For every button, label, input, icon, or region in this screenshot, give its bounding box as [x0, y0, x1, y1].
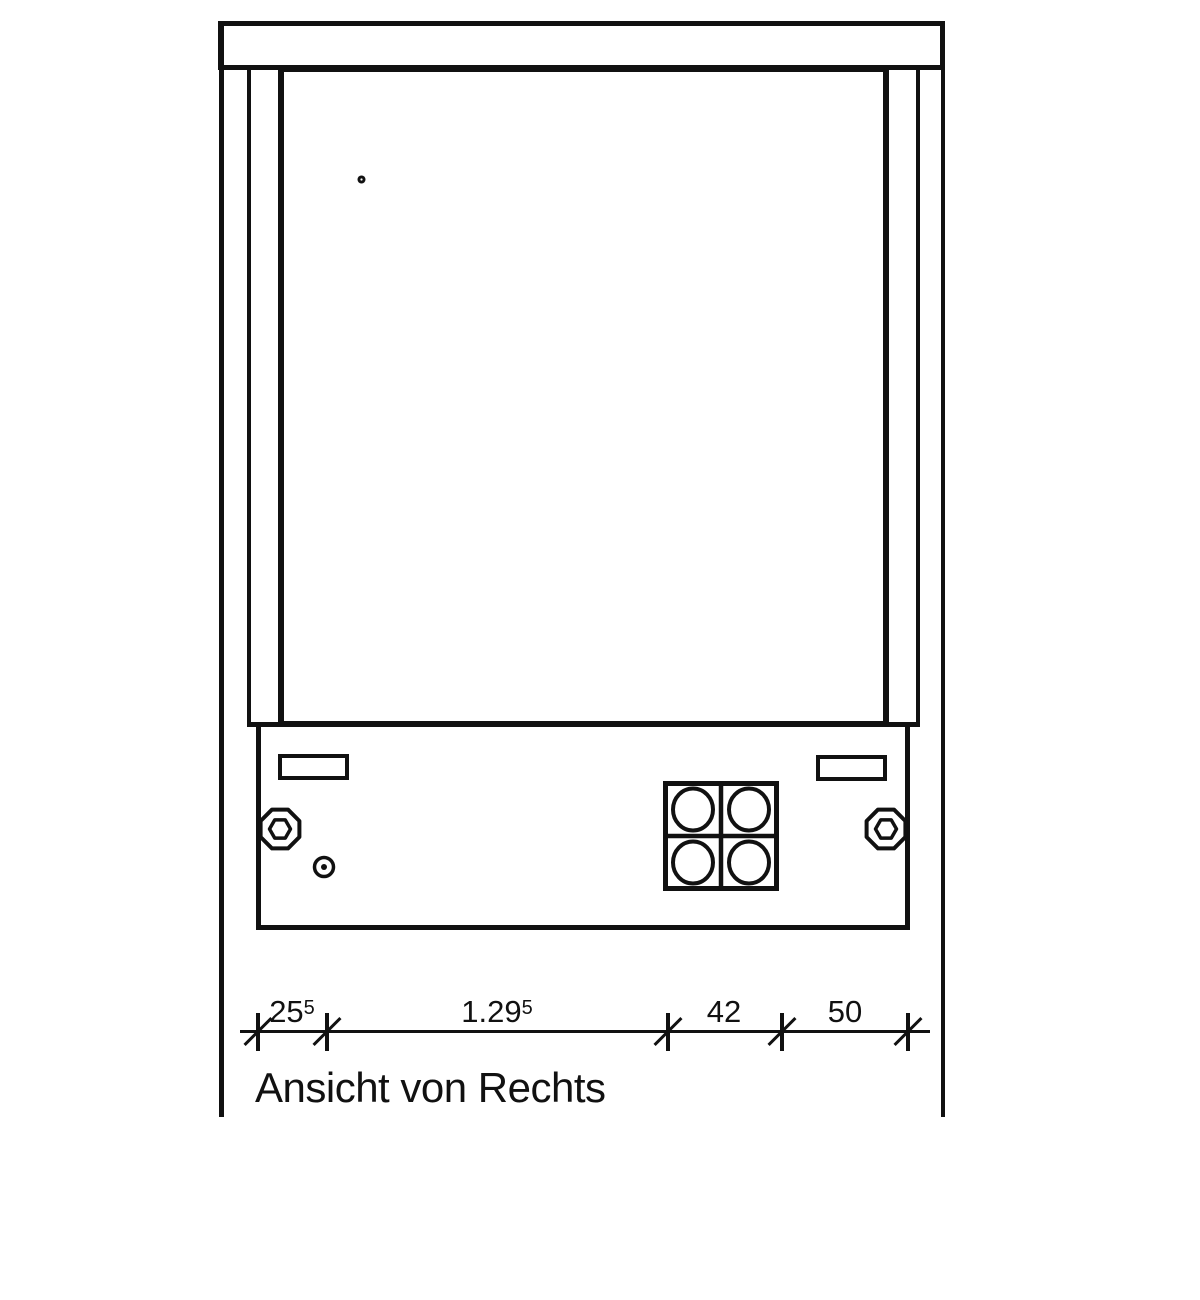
worktop-bar: [218, 21, 945, 70]
hex-bolt-left: [256, 805, 304, 853]
view-title: Ansicht von Rechts: [255, 1064, 606, 1111]
dimension-label-42: 42: [706, 994, 742, 1029]
hex-bolt-right: [862, 805, 910, 853]
dimension-label-25-5: $25^5$: [269, 994, 315, 1029]
lower-service-panel: [256, 722, 910, 930]
right-rail-line: [916, 68, 920, 727]
indicator-circle: [311, 854, 337, 880]
vent-slot-left: [278, 754, 349, 780]
dimension-label-129-5: 1.29$^5$: [461, 994, 533, 1029]
dimension-label-50: 50: [827, 994, 863, 1029]
sheet-border-right-line: [941, 66, 945, 1117]
connector-grid-2x2: [663, 781, 779, 891]
door-knob-dot: [356, 174, 367, 185]
door-panel: [278, 66, 889, 727]
dimension-line: [240, 1030, 930, 1033]
sheet-border-left-line: [219, 21, 224, 1117]
left-rail-line: [247, 68, 251, 727]
vent-slot-right: [816, 755, 887, 781]
